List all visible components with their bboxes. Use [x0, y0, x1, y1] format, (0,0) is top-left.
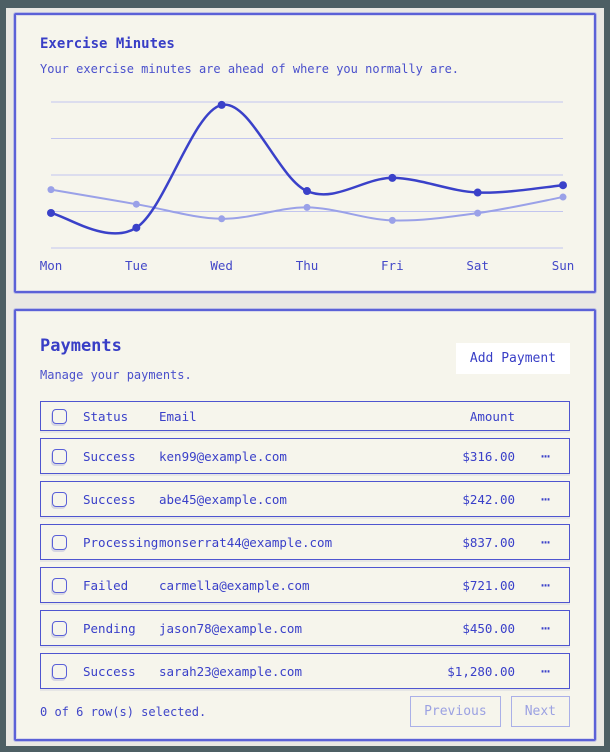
row-menu-cell: [523, 490, 569, 508]
row-amount: $1,280.00: [447, 663, 515, 679]
row-menu-icon[interactable]: ⋯: [540, 533, 552, 551]
row-email: abe45@example.com: [159, 491, 287, 507]
svg-text:Wed: Wed: [210, 258, 233, 273]
selection-status-text: 0 of 6 row(s) selected.: [40, 704, 207, 719]
payments-table: [40, 401, 570, 696]
add-payment-button[interactable]: Add Payment: [456, 343, 570, 374]
svg-text:Sun: Sun: [551, 258, 575, 273]
row-menu-icon[interactable]: ⋯: [540, 576, 552, 594]
table-row: [40, 567, 570, 603]
payments-header-text: [40, 335, 192, 383]
payments-header: [40, 335, 570, 383]
row-checkbox[interactable]: [52, 535, 67, 550]
exercise-chart-wrap: [39, 93, 575, 279]
row-email: monserrat44@example.com: [159, 534, 333, 550]
row-checkbox[interactable]: [52, 449, 67, 464]
next-page-button[interactable]: Next: [511, 696, 570, 727]
select-all-checkbox[interactable]: [52, 409, 67, 424]
row-checkbox-cell: [41, 578, 83, 593]
row-checkbox[interactable]: [52, 621, 67, 636]
row-checkbox[interactable]: [52, 664, 67, 679]
row-menu-icon[interactable]: ⋯: [540, 447, 552, 465]
svg-text:Thu: Thu: [295, 258, 319, 273]
table-row: [40, 653, 570, 689]
row-menu-cell: [523, 447, 569, 465]
table-row: [40, 438, 570, 474]
row-status: Failed: [83, 577, 129, 593]
row-menu-cell: [523, 576, 569, 594]
header-checkbox-cell: [41, 409, 83, 424]
payments-table-header: [40, 401, 570, 431]
row-email: ken99@example.com: [159, 448, 287, 464]
row-amount: $450.00: [462, 620, 515, 636]
row-amount: $721.00: [462, 577, 515, 593]
row-checkbox-cell: [41, 492, 83, 507]
payments-table-footer: [40, 696, 570, 733]
payments-title: Payments: [40, 336, 122, 356]
row-status: Processing: [83, 534, 159, 550]
row-checkbox-cell: [41, 621, 83, 636]
exercise-chart: [39, 93, 575, 279]
svg-text:Tue: Tue: [125, 258, 148, 273]
pagination: [410, 696, 570, 727]
page-background: [6, 8, 604, 746]
table-row: [40, 524, 570, 560]
svg-text:Mon: Mon: [39, 258, 63, 273]
row-email: carmella@example.com: [159, 577, 310, 593]
row-checkbox-cell: [41, 664, 83, 679]
table-row: [40, 610, 570, 646]
row-menu-cell: [523, 662, 569, 680]
row-checkbox-cell: [41, 535, 83, 550]
row-checkbox-cell: [41, 449, 83, 464]
row-status: Success: [83, 663, 136, 679]
row-menu-icon[interactable]: ⋯: [540, 619, 552, 637]
exercise-card-title: Exercise Minutes: [40, 36, 175, 52]
row-status: Success: [83, 491, 136, 507]
row-menu-cell: [523, 619, 569, 637]
row-status: Pending: [83, 620, 136, 636]
row-status: Success: [83, 448, 136, 464]
row-email: jason78@example.com: [159, 620, 302, 636]
row-menu-icon[interactable]: ⋯: [540, 490, 552, 508]
row-amount: $242.00: [462, 491, 515, 507]
column-header-email: Email: [159, 408, 197, 424]
row-checkbox[interactable]: [52, 578, 67, 593]
svg-text:Fri: Fri: [381, 258, 404, 273]
exercise-card-subtitle: Your exercise minutes are ahead of where you normally are.: [40, 62, 460, 76]
row-amount: $837.00: [462, 534, 515, 550]
previous-page-button[interactable]: Previous: [410, 696, 501, 727]
payments-table-body: [40, 438, 570, 689]
exercise-minutes-card: [14, 13, 596, 293]
svg-text:Sat: Sat: [466, 258, 489, 273]
column-header-amount: Amount: [469, 408, 515, 424]
row-menu-cell: [523, 533, 569, 551]
table-row: [40, 481, 570, 517]
column-header-status: Status: [83, 408, 129, 424]
payments-subtitle: Manage your payments.: [40, 368, 192, 382]
row-amount: $316.00: [462, 448, 515, 464]
row-menu-icon[interactable]: ⋯: [540, 662, 552, 680]
row-checkbox[interactable]: [52, 492, 67, 507]
payments-card: [14, 309, 596, 741]
row-email: sarah23@example.com: [159, 663, 302, 679]
